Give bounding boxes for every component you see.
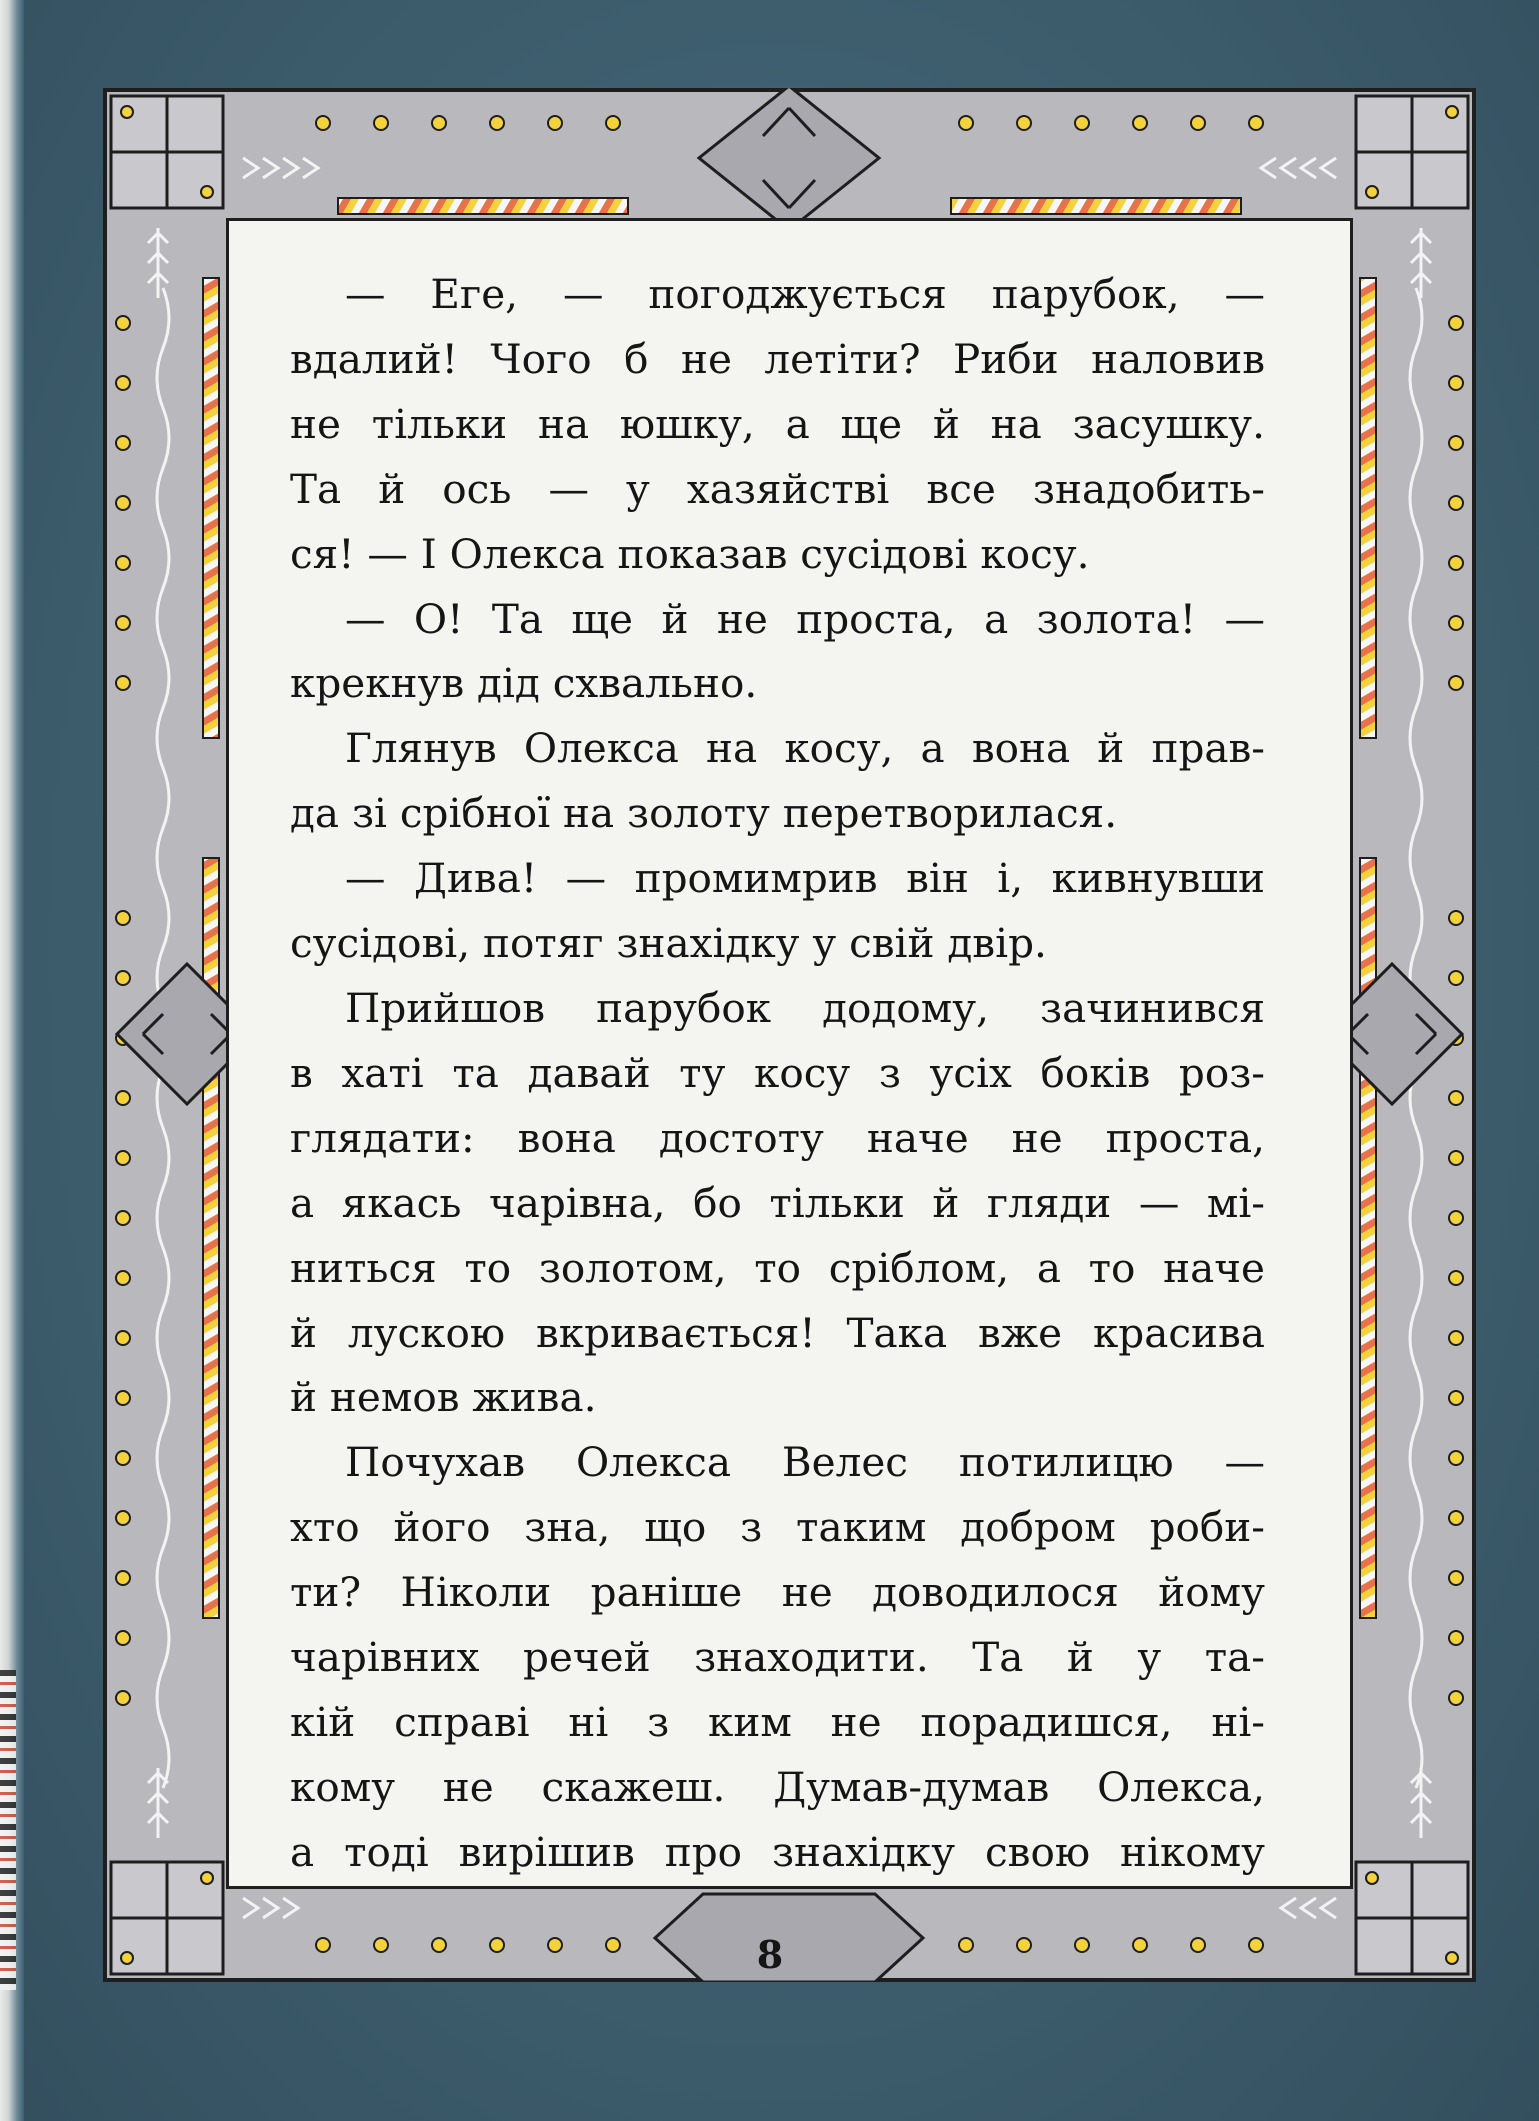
text-line: ниться то золотом, то сріблом, а то наче	[290, 1243, 1265, 1292]
page-number: 8	[756, 1932, 784, 1977]
text-line: чарівних речей знаходити. Та й у та-	[290, 1633, 1265, 1682]
story-text	[290, 262, 1265, 1885]
text-line: Та й ось — у хазяйстві все знадобить-	[290, 464, 1265, 513]
text-line: в хаті та давай ту косу з усіх боків роз-	[290, 1048, 1265, 1097]
text-line: сусідові, потяг знахідку у свій двір.	[290, 919, 1047, 968]
text-line: ти? Ніколи раніше не доводилося йому	[290, 1568, 1265, 1617]
text-line: Прийшов парубок додому, зачинився	[345, 983, 1265, 1032]
text-line: вдалий! Чого б не летіти? Риби наловив	[290, 334, 1265, 383]
text-line: хто його зна, що з таким добром роби-	[290, 1503, 1265, 1552]
text-line: крекнув дід схвально.	[290, 659, 758, 708]
text-line: ся! — І Олекса показав сусідові косу.	[290, 529, 1090, 578]
text-line: й лускою вкривається! Така вже красива	[290, 1308, 1265, 1357]
text-line: — Еге, — погоджується парубок, —	[345, 270, 1265, 318]
text-line: кому не скажеш. Думав-думав Олекса,	[290, 1762, 1265, 1811]
text-line: — Дива! — промимрив він і, кивнувши	[345, 854, 1265, 903]
text-line: а тоді вирішив про знахідку свою нікому	[290, 1827, 1265, 1876]
text-line: Глянув Олекса на косу, а вона й прав-	[345, 724, 1265, 773]
text-line: й немов жива.	[290, 1373, 597, 1422]
text-line: — О! Та ще й не проста, а золота! —	[345, 594, 1265, 643]
text-line: да зі срібної на золоту перетворилася.	[290, 789, 1118, 838]
left-edge-pattern	[0, 1670, 16, 1990]
text-line: а якась чарівна, бо тільки й гляди — мі-	[290, 1178, 1265, 1227]
text-line: глядати: вона достоту наче не проста,	[290, 1113, 1265, 1162]
text-line: Почухав Олекса Велес потилицю —	[345, 1438, 1265, 1487]
text-line: не тільки на юшку, а ще й на засушку.	[290, 399, 1265, 448]
text-line: кій справі ні з ким не порадишся, ні-	[290, 1697, 1265, 1746]
